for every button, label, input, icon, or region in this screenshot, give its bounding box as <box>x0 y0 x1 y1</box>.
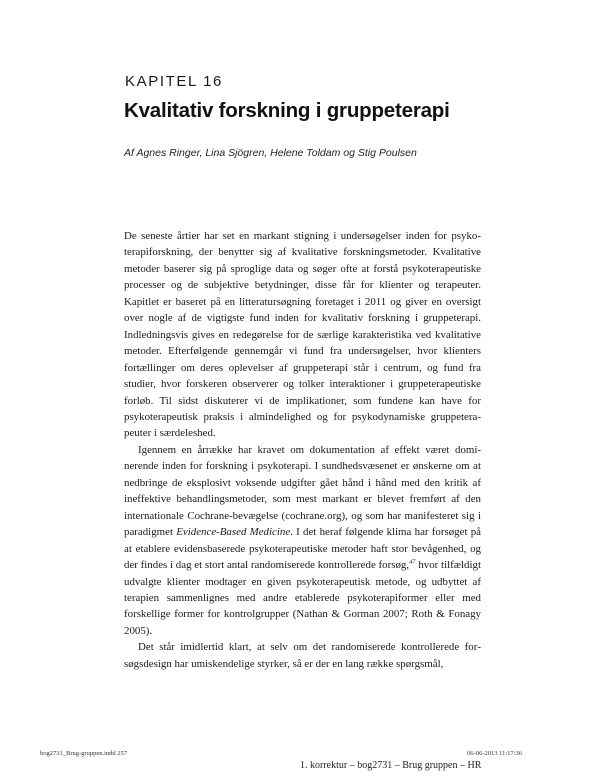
footer-file-info: bog2731_Brug-gruppen.indd 257 <box>40 750 128 757</box>
chapter-authors: Af Agnes Ringer, Lina Sjögren, Helene Toldam og Stig Poulsen <box>124 147 417 159</box>
paragraph-evidence-text-3: hvor tilfældigt udvalgte klienter modtager en given psykoterapeutisk metode, og udbyttet af terapien sammenlignes med andre etablerede psykoterapiformer eller med forskellige former for kontrolgrupper (Nathan & Gorman 2007; Roth & Fonagy 2005). <box>124 559 481 637</box>
paragraph-intro: De seneste årtier har set en markant stigning i undersøgelser inden for psykoterapiforskning, der benytter sig af kvalitative forskningsmetoder. Kvalitative metoder baserer sig på sproglige data og søger ofte at forstå psykoterapeutiske processer og de subjektive betydninger, disse får for klienter og terapeuter. Kapitlet er baseret på en litteratursøgning foretaget i 2011 og giver en oversigt over nogle af de vigtigste fund inden for kvalitativ forskning i gruppeterapi. Indledningsvis gives en redegørelse for de særlige karakteristika ved kvalitative metoder. Efterfølgende gennemgår vi fund fra undersøgelser, hvor klienters fortællinger om deres oplevelser af gruppeterapi står i centrum, og fund fra studier, hvor forskeren observerer og tolker interaktioner i gruppeterapeutiske forløb. Til sidst diskuterer vi de implikationer, som fundene kan have for psykoterapeutisk praksis i almindelighed og for psykodynamiske gruppeterapeuter i særdeleshed. <box>124 230 481 440</box>
paragraph-evidence-text-1: Igennem en årrække har kravet om dokumentation af effekt været dominerende inden for forskning i psykoterapi. I sundhedsvæsenet er ønskerne om at nedbringe de eksplosivt voksende udgifter gået hånd i hånd med den kritik af ineffektive behandlingsmetoder, som mest markant er blevet fremført af den internationale Cochrane-bevægelse (cochrane.org), og som har manifesteret sig i paradigmet <box>124 443 481 539</box>
footer-timestamp: 06-06-2013 11:17:36 <box>467 750 522 757</box>
chapter-label: KAPITEL 16 <box>125 73 223 90</box>
paragraph-rct: Det står imidlertid klart, at selv om det randomiserede kontrollerede forsøgsdesign har umiskendelige styrker, så er der en lang række spørgsmål, <box>124 641 481 670</box>
paragraph-evidence <box>124 442 481 639</box>
emphasis-evidence-based-medicine: Evidence-Based Medicine <box>176 526 291 539</box>
chapter-title: Kvalitativ forskning i gruppeterapi <box>124 99 450 122</box>
footnote-marker: 47 <box>409 558 416 566</box>
footer-proof-line: 1. korrektur – bog2731 – Brug gruppen – HR <box>300 760 482 771</box>
body-text <box>124 228 481 672</box>
paragraph-evidence-text-2: . I det heraf følgende klima har forsøget på at etablere evidensbaserede psykoterapeutiske metoder haft stor bevågenhed, og der findes i dag et stort antal randomiserede kontrollerede forsøg, <box>124 526 481 572</box>
